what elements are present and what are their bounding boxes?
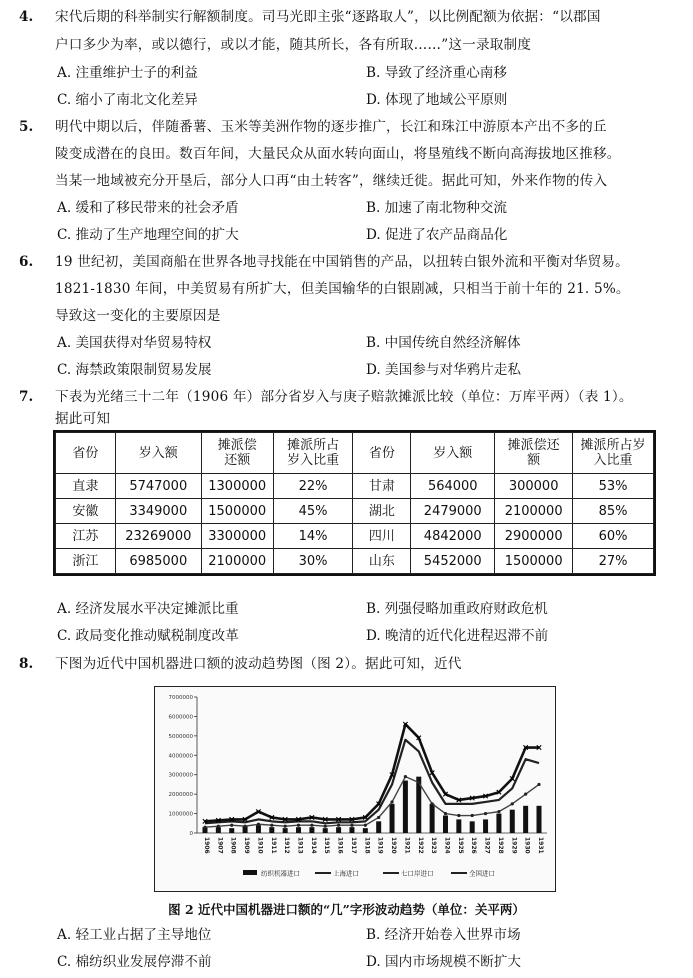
- data-point: [524, 793, 527, 796]
- column-header: 省份: [56, 433, 116, 474]
- table-cell: 直隶: [56, 474, 116, 499]
- table-cell: 甘肃: [353, 474, 411, 499]
- option-b[interactable]: B. 列强侵略加重政府财政危机: [366, 601, 548, 617]
- x-tick-label: 1918: [363, 837, 371, 854]
- y-tick-label: 3000000: [168, 772, 193, 779]
- x-tick-label: 1924: [443, 837, 451, 854]
- question-text-line: 据此可知: [55, 411, 111, 427]
- column-header: 摊派偿还额: [201, 433, 273, 474]
- option-a[interactable]: A. 经济发展水平决定摊派比重: [57, 601, 239, 617]
- question-text-line: 宋代后期的科举制实行解额制度。司马光即主张“逐路取人”，以比例配额为依据：“以郡国: [55, 9, 601, 25]
- option-c[interactable]: C. 推动了生产地理空间的扩大: [57, 227, 239, 243]
- question-text-line: 下图为近代中国机器进口额的波动趋势图（图 2）。据此可知，近代: [55, 656, 462, 672]
- x-tick-label: 1930: [523, 837, 531, 854]
- x-tick-label: 1915: [323, 837, 331, 854]
- question-text-line: 导致这一变化的主要原因是: [55, 308, 221, 324]
- option-a[interactable]: A. 缓和了移民带来的社会矛盾: [57, 200, 239, 216]
- bar: [456, 819, 461, 833]
- question-number: 6.: [19, 254, 34, 270]
- bar: [216, 827, 221, 833]
- bar: [309, 827, 314, 833]
- machine-import-chart: [155, 687, 555, 891]
- x-tick-label: 1910: [256, 837, 264, 854]
- bar: [336, 827, 341, 833]
- option-b[interactable]: B. 加速了南北物种交流: [366, 200, 507, 216]
- y-tick-label: 2000000: [168, 792, 193, 799]
- table-cell: 23269000: [115, 524, 201, 549]
- bar: [537, 806, 542, 833]
- table-row: [56, 524, 654, 549]
- y-tick-label: 6000000: [168, 714, 193, 721]
- x-tick-label: 1912: [283, 837, 291, 854]
- data-point: [457, 814, 460, 817]
- table-cell: 14%: [273, 524, 353, 549]
- bar: [483, 819, 488, 833]
- option-b[interactable]: B. 导致了经济重心南移: [366, 65, 507, 81]
- data-point: [297, 824, 300, 827]
- x-tick-label: 1927: [483, 837, 491, 854]
- option-c[interactable]: C. 政局变化推动赋税制度改革: [57, 628, 239, 644]
- table-cell: 1500000: [495, 549, 573, 574]
- data-point: [217, 825, 220, 828]
- data-point: [270, 824, 273, 827]
- option-a[interactable]: A. 轻工业占据了主导地位: [57, 927, 212, 943]
- x-tick-label: 1922: [416, 837, 424, 854]
- legend-label: 纺织机器进口: [261, 869, 300, 878]
- question-number: 4.: [19, 9, 34, 25]
- data-point: [537, 783, 540, 786]
- table-cell: 53%: [573, 474, 654, 499]
- table-cell: 2100000: [495, 499, 573, 524]
- x-tick-label: 1908: [229, 837, 237, 854]
- question-number: 7.: [19, 389, 34, 405]
- option-d[interactable]: D. 晚清的近代化进程迟滞不前: [366, 628, 549, 644]
- data-point: [284, 825, 287, 828]
- data-point: [350, 824, 353, 827]
- bar: [403, 781, 408, 833]
- column-header: 摊派偿还额: [495, 433, 573, 474]
- column-header: 省份: [353, 433, 411, 474]
- x-tick-label: 1920: [390, 837, 398, 854]
- table-cell: 3300000: [201, 524, 273, 549]
- x-tick-label: 1916: [336, 837, 344, 854]
- legend-swatch: [243, 870, 257, 875]
- bar: [496, 814, 501, 833]
- data-point: [471, 814, 474, 817]
- y-tick-label: 7000000: [168, 695, 193, 701]
- bar: [269, 827, 274, 833]
- bar: [390, 804, 395, 833]
- data-point: [484, 812, 487, 815]
- bar: [323, 828, 328, 833]
- question-text-line: 当某一地域被充分开垦后，部分人口再“由土转客”，继续迁徙。据此可知，外来作物的传入: [55, 173, 608, 189]
- bar: [443, 816, 448, 833]
- option-c[interactable]: C. 海禁政策限制贸易发展: [57, 362, 212, 378]
- table-cell: 山东: [353, 549, 411, 574]
- table-cell: 30%: [273, 549, 353, 574]
- option-a[interactable]: A. 美国获得对华贸易特权: [57, 335, 212, 351]
- bar: [376, 821, 381, 833]
- data-point: [203, 826, 206, 829]
- x-tick-label: 1906: [203, 837, 210, 854]
- table-cell: 2479000: [411, 499, 495, 524]
- bar: [430, 804, 435, 833]
- table-cell: 564000: [411, 474, 495, 499]
- x-tick-label: 1907: [216, 837, 224, 854]
- option-b[interactable]: B. 经济开始卷入世界市场: [366, 927, 521, 943]
- data-point: [364, 824, 367, 827]
- column-header: 摊派所占岁入比重: [573, 433, 654, 474]
- table-cell: 江苏: [56, 524, 116, 549]
- column-header: 岁入额: [115, 433, 201, 474]
- data-point: [431, 802, 434, 805]
- option-d[interactable]: D. 体现了地域公平原则: [366, 92, 508, 108]
- table-cell: 浙江: [56, 549, 116, 574]
- table-cell: 300000: [495, 474, 573, 499]
- table-cell: 2900000: [495, 524, 573, 549]
- figure-caption: 图 2 近代中国机器进口额的“几”字形波动趋势（单位：关平两）: [168, 902, 525, 917]
- bar: [283, 828, 288, 833]
- option-c[interactable]: C. 缩小了南北文化差异: [57, 92, 198, 108]
- data-point: [337, 824, 340, 827]
- y-tick-label: 1000000: [168, 811, 193, 818]
- x-tick-label: 1926: [470, 837, 478, 854]
- table-cell: 5452000: [411, 549, 495, 574]
- tax-table: [55, 432, 654, 574]
- table-cell: 2100000: [201, 549, 273, 574]
- y-tick-label: 4000000: [168, 753, 193, 760]
- table-cell: 5747000: [115, 474, 201, 499]
- data-point: [310, 824, 313, 827]
- legend-label: 七口岸进口: [401, 869, 434, 878]
- table-cell: 60%: [573, 524, 654, 549]
- question-text-line: 1821-1830 年间，中美贸易有所扩大，但美国输华的白银剧减，只相当于前十年的 21. 5%。: [55, 281, 630, 297]
- question-number: 5.: [19, 119, 34, 135]
- data-point: [511, 802, 514, 805]
- x-tick-label: 1917: [349, 837, 357, 854]
- bar: [523, 806, 528, 833]
- question-text-line: 19 世纪初，美国商船在世界各地寻找能在中国销售的产品，以扭转白银外流和平衡对华贸易。: [55, 254, 629, 270]
- bar: [296, 827, 301, 833]
- table-cell: 85%: [573, 499, 654, 524]
- x-tick-label: 1925: [456, 837, 464, 854]
- bar: [510, 810, 515, 833]
- data-point: [230, 824, 233, 827]
- x-tick-label: 1913: [296, 837, 304, 854]
- data-point: [417, 781, 420, 784]
- x-tick-label: 1931: [537, 837, 544, 854]
- table-cell: 4842000: [411, 524, 495, 549]
- data-point: [324, 825, 327, 828]
- bar: [256, 825, 261, 833]
- option-d[interactable]: D. 国内市场规模不断扩大: [366, 954, 521, 970]
- bar: [349, 827, 354, 833]
- table-cell: 1500000: [201, 499, 273, 524]
- option-d[interactable]: D. 促进了农产品商品化: [366, 227, 508, 243]
- bar: [363, 828, 368, 833]
- table-row: [56, 549, 654, 574]
- table-cell: 3349000: [115, 499, 201, 524]
- chart-frame: [154, 686, 556, 892]
- table-cell: 27%: [573, 549, 654, 574]
- option-a[interactable]: A. 注重维护士子的利益: [57, 65, 198, 81]
- x-tick-label: 1928: [496, 837, 504, 854]
- x-tick-label: 1921: [403, 837, 411, 854]
- table-cell: 湖北: [353, 499, 411, 524]
- data-point: [243, 825, 246, 828]
- x-tick-label: 1919: [376, 837, 384, 854]
- column-header: 岁入额: [411, 433, 495, 474]
- legend-label: 全国进口: [469, 869, 495, 878]
- data-point: [377, 816, 380, 819]
- table-cell: 安徽: [56, 499, 116, 524]
- x-tick-label: 1914: [309, 837, 317, 854]
- table-cell: 6985000: [115, 549, 201, 574]
- table-row: [56, 474, 654, 499]
- series-line: [205, 724, 539, 821]
- data-point: [390, 800, 393, 803]
- x-tick-label: 1929: [510, 837, 518, 854]
- x-tick-label: 1911: [269, 837, 277, 854]
- table-header-row: [56, 433, 654, 474]
- y-tick-label: 5000000: [168, 733, 193, 740]
- x-tick-label: 1909: [243, 837, 251, 854]
- question-number: 8.: [19, 656, 34, 672]
- data-point: [404, 775, 407, 778]
- data-point: [444, 812, 447, 815]
- table-cell: 45%: [273, 499, 353, 524]
- table-cell: 1300000: [201, 474, 273, 499]
- bar: [470, 821, 475, 833]
- table-cell: 四川: [353, 524, 411, 549]
- legend-label: 上海进口: [333, 869, 359, 878]
- data-point: [497, 810, 500, 813]
- x-tick-label: 1923: [430, 837, 438, 854]
- question-text-line: 户口多少为率，或以德行，或以才能，随其所长，各有所取……”这一录取制度: [55, 37, 532, 53]
- option-b[interactable]: B. 中国传统自然经济解体: [366, 335, 521, 351]
- data-point: [257, 823, 260, 826]
- option-d[interactable]: D. 美国参与对华鸦片走私: [366, 362, 521, 378]
- question-text-line: 明代中期以后，伴随番薯、玉米等美洲作物的逐步推广，长江和珠江中游原本产出不多的丘: [55, 119, 607, 135]
- question-text-line: 陵变成潜在的良田。数百年间，大量民众从面水转向面山，将垦殖线不断向高海拔地区推移。: [55, 146, 621, 162]
- column-header: 摊派所占岁入比重: [273, 433, 353, 474]
- y-tick-label: 0: [189, 831, 193, 837]
- question-text-line: 下表为光绪三十二年（1906 年）部分省岁入与庚子赔款摊派比较（单位：万库平两）（表 1）。: [55, 389, 633, 405]
- bar: [229, 828, 234, 833]
- option-c[interactable]: C. 棉纺织业发展停滞不前: [57, 954, 212, 970]
- table-row: [56, 499, 654, 524]
- table-cell: 22%: [273, 474, 353, 499]
